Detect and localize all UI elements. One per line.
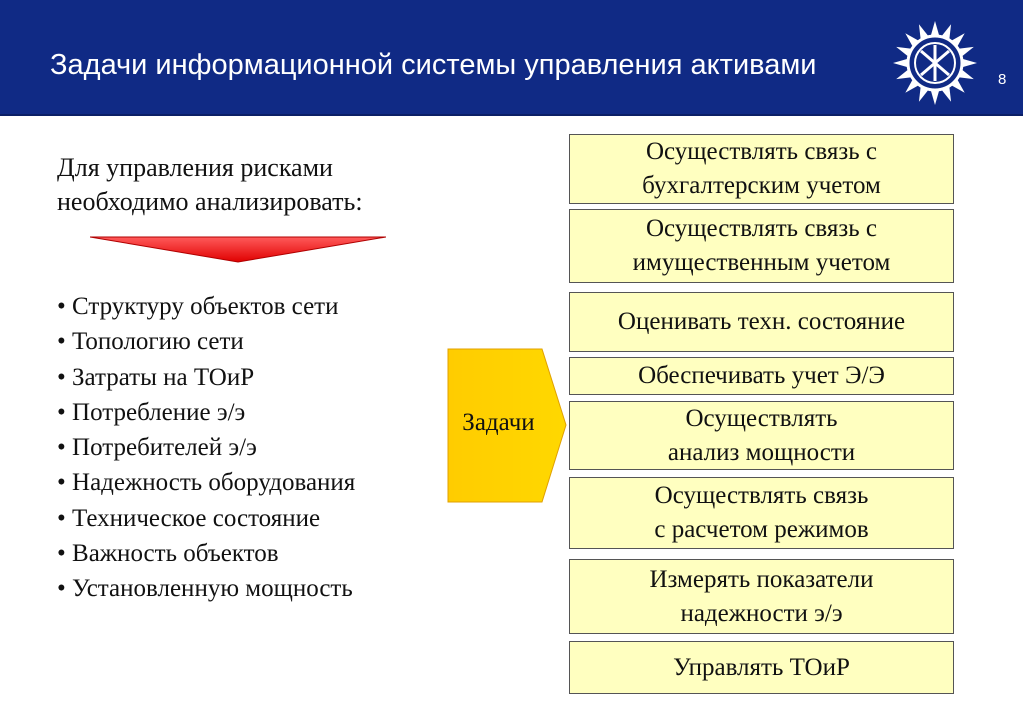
list-item: • Топологию сети: [57, 324, 355, 359]
list-item: • Потребителей э/э: [57, 430, 355, 465]
task-box: [569, 477, 954, 549]
tasks-label: Задачи: [462, 409, 535, 436]
task-box: [569, 292, 954, 352]
task-box: [569, 209, 954, 283]
task-box: [569, 357, 954, 395]
list-item: • Важность объектов: [57, 536, 355, 571]
task-box-line: Осуществлять связь: [654, 482, 869, 509]
task-box-line: Осуществлять: [685, 404, 838, 432]
task-box-line: анализ мощности: [667, 438, 856, 466]
intro-line-2: необходимо анализировать:: [57, 187, 363, 216]
list-item: • Структуру объектов сети: [57, 289, 355, 324]
task-box-line: бухгалтерским учетом: [642, 172, 881, 199]
intro-text: [57, 151, 363, 219]
task-box: [569, 559, 954, 634]
list-item: • Затраты на ТОиР: [57, 360, 355, 395]
task-box-line: Осуществлять связь с: [645, 215, 878, 242]
task-box: [569, 134, 954, 204]
task-box: [569, 401, 954, 470]
task-box: [569, 641, 954, 694]
list-item: • Техническое состояние: [57, 501, 355, 536]
task-box-line: с расчетом режимов: [654, 516, 869, 543]
task-box-line: Оценивать техн. состояние: [617, 308, 906, 335]
intro-line-1: Для управления рисками: [57, 153, 333, 182]
slide-header: [0, 0, 1023, 116]
list-item: • Установленную мощность: [57, 571, 355, 606]
slide-title: Задачи информационной системы управления активами: [50, 49, 817, 81]
page-number: 8: [998, 71, 1007, 88]
company-logo-icon: [892, 20, 978, 106]
task-box-line: Управлять ТОиР: [673, 653, 850, 681]
list-item: • Надежность оборудования: [57, 465, 355, 500]
task-box-line: имущественным учетом: [632, 249, 891, 276]
analysis-list: [57, 289, 355, 607]
red-down-arrow-icon: [90, 235, 386, 263]
task-box-line: надежности э/э: [680, 599, 843, 627]
task-box-line: Осуществлять связь с: [645, 138, 878, 165]
list-item: • Потребление э/э: [57, 395, 355, 430]
task-box-line: Измерять показатели: [649, 565, 874, 593]
task-box-line: Обеспечивать учет Э/Э: [638, 362, 885, 389]
